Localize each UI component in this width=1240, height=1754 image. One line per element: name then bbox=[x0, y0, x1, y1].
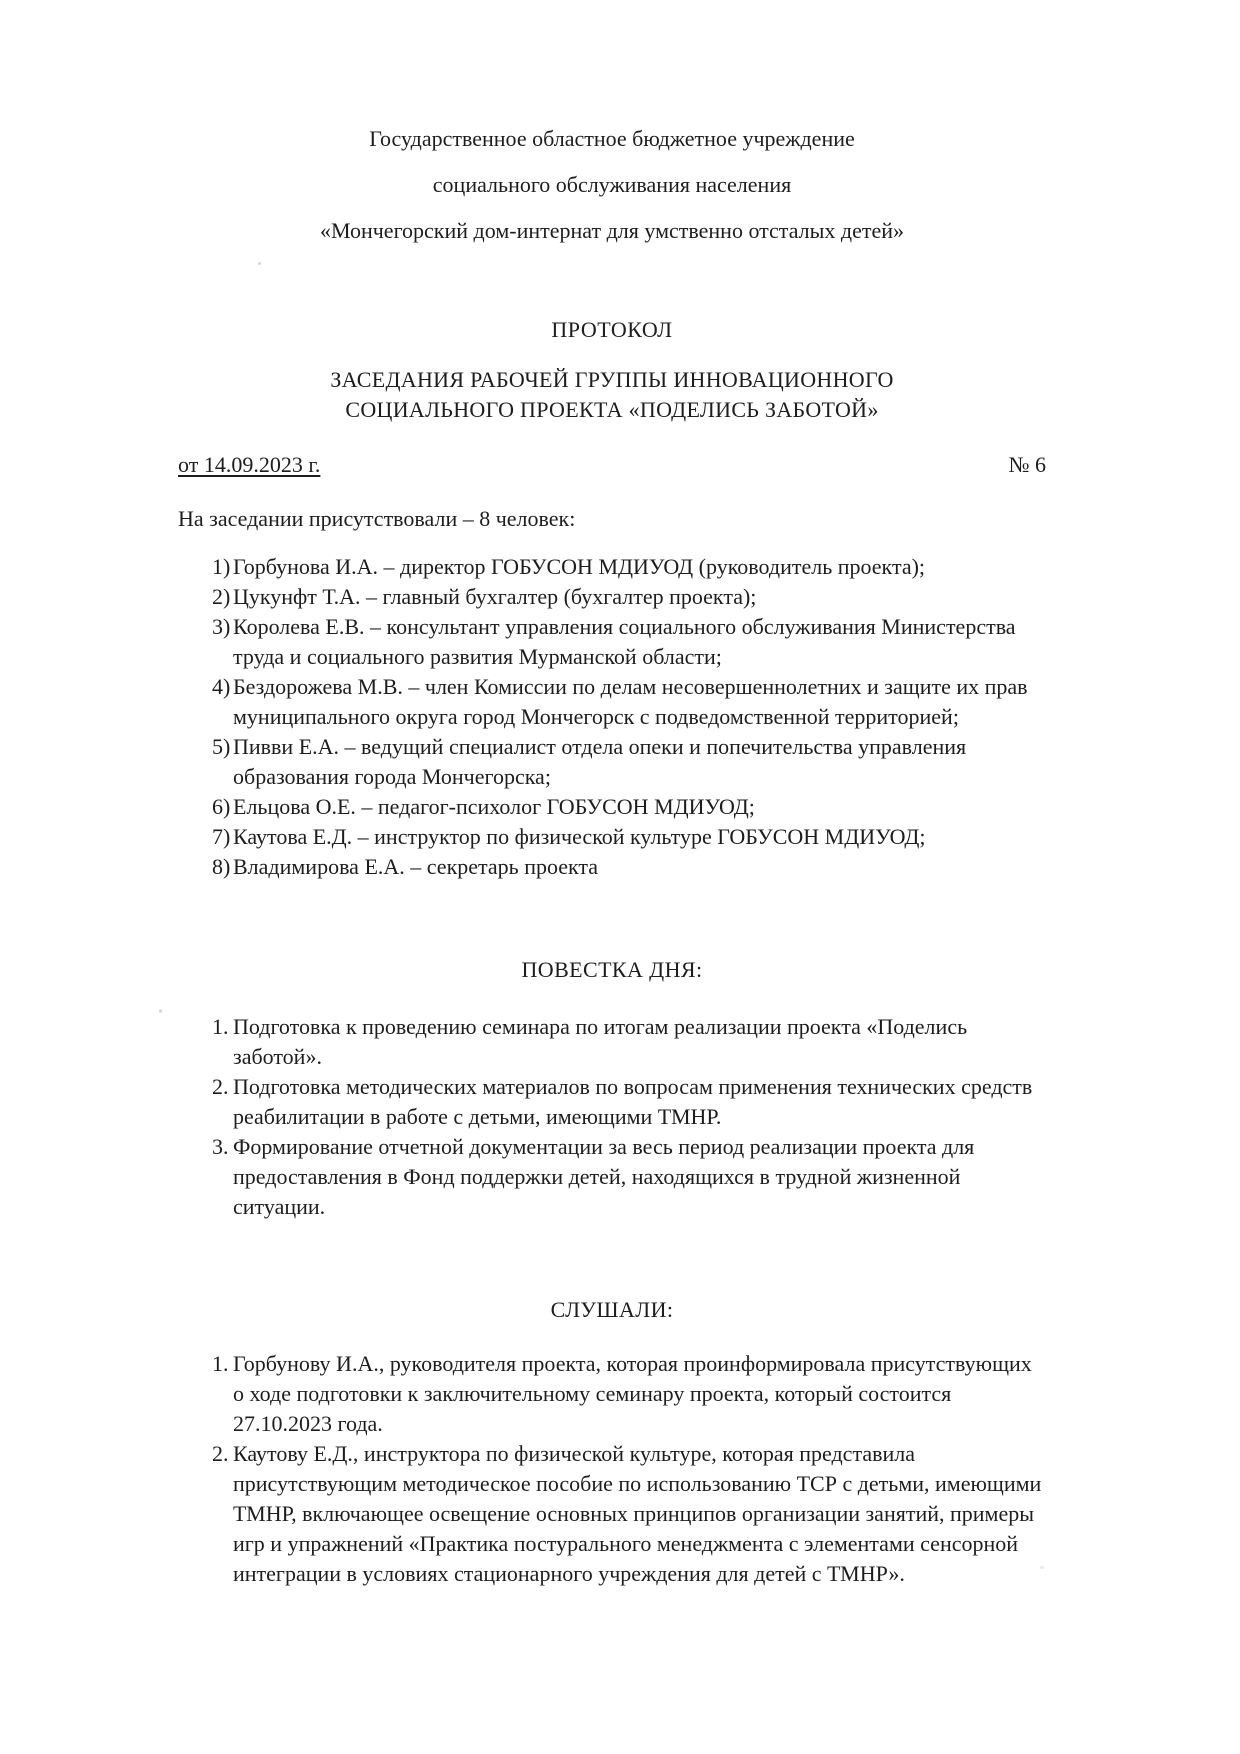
attendee-item bbox=[212, 582, 1046, 612]
organization-header bbox=[178, 116, 1046, 254]
agenda-item-number: 2. bbox=[212, 1074, 229, 1099]
attendee-item-number: 8) bbox=[212, 854, 231, 879]
document-subtitle-line: ЗАСЕДАНИЯ РАБОЧЕЙ ГРУППЫ ИННОВАЦИОННОГО bbox=[330, 367, 894, 392]
attendee-item-text: Бездорожева М.В. – член Комиссии по делам несовершеннолетних и защите их прав муниципального округа город Мончегорск с подведомственной территорией; bbox=[233, 674, 1028, 729]
agenda-item-text: Подготовка к проведению семинара по итогам реализации проекта «Поделись заботой». bbox=[233, 1014, 968, 1069]
agenda-item-text: Подготовка методических материалов по вопросам применения технических средств реабилитации в работе с детьми, имеющими ТМНР. bbox=[233, 1074, 1033, 1129]
agenda-heading: ПОВЕСТКА ДНЯ: bbox=[521, 957, 703, 982]
attendee-item-text: Владимирова Е.А. – секретарь проекта bbox=[233, 854, 599, 879]
scan-artifact bbox=[258, 262, 261, 265]
attendee-item-number: 3) bbox=[212, 614, 231, 639]
heard-heading: СЛУШАЛИ: bbox=[550, 1297, 674, 1322]
protocol-date: от 14.09.2023 г. bbox=[178, 452, 321, 477]
agenda-item bbox=[212, 1132, 1046, 1222]
attendee-item bbox=[212, 552, 1046, 582]
attendees-intro: На заседании присутствовали – 8 человек: bbox=[178, 506, 576, 531]
attendee-item bbox=[212, 792, 1046, 822]
organization-header-line: социального обслуживания населения bbox=[432, 172, 792, 197]
attendee-item-number: 5) bbox=[212, 734, 231, 759]
meta-row bbox=[178, 450, 1046, 480]
heard-list bbox=[178, 1349, 1046, 1589]
attendee-item bbox=[212, 672, 1046, 732]
agenda-item bbox=[212, 1072, 1046, 1132]
agenda-list bbox=[178, 1012, 1046, 1222]
attendee-item-number: 4) bbox=[212, 674, 231, 699]
agenda-item-number: 3. bbox=[212, 1134, 229, 1159]
attendee-item bbox=[212, 852, 1046, 882]
document-subtitle-line: СОЦИАЛЬНОГО ПРОЕКТА «ПОДЕЛИСЬ ЗАБОТОЙ» bbox=[345, 397, 879, 422]
heard-item-number: 2. bbox=[212, 1441, 229, 1466]
organization-header-line: Государственное областное бюджетное учреждение bbox=[369, 126, 855, 151]
attendee-item-text: Пивви Е.А. – ведущий специалист отдела опеки и попечительства управления образования города Мончегорска; bbox=[233, 734, 967, 789]
attendee-item-number: 7) bbox=[212, 824, 231, 849]
agenda-item bbox=[212, 1012, 1046, 1072]
document-title: ПРОТОКОЛ bbox=[551, 317, 673, 342]
agenda-item-number: 1. bbox=[212, 1014, 229, 1039]
attendee-item-number: 2) bbox=[212, 584, 231, 609]
attendee-item-text: Королева Е.В. – консультант управления социального обслуживания Министерства труда и социального развития Мурманской области; bbox=[233, 614, 1016, 669]
agenda-item-text: Формирование отчетной документации за весь период реализации проекта для предоставления в Фонд поддержки детей, находящихся в трудной жизненной ситуации. bbox=[233, 1134, 975, 1219]
heard-item bbox=[212, 1439, 1046, 1589]
scan-artifact bbox=[1040, 1566, 1044, 1569]
document-subtitle bbox=[178, 365, 1046, 425]
attendee-item-number: 6) bbox=[212, 794, 231, 819]
attendees-list bbox=[178, 552, 1046, 882]
protocol-number: № 6 bbox=[1008, 452, 1046, 477]
attendee-item bbox=[212, 732, 1046, 792]
attendee-item-text: Горбунова И.А. – директор ГОБУСОН МДИУОД (руководитель проекта); bbox=[233, 554, 926, 579]
attendee-item bbox=[212, 822, 1046, 852]
attendee-item-text: Цукунфт Т.А. – главный бухгалтер (бухгалтер проекта); bbox=[233, 584, 757, 609]
attendee-item-text: Ельцова О.Е. – педагог-психолог ГОБУСОН МДИУОД; bbox=[233, 794, 755, 819]
organization-header-line: «Мончегорский дом-интернат для умственно отсталых детей» bbox=[319, 218, 905, 243]
attendee-item-text: Каутова Е.Д. – инструктор по физической культуре ГОБУСОН МДИУОД; bbox=[233, 824, 926, 849]
scan-artifact bbox=[159, 1009, 162, 1013]
heard-item bbox=[212, 1349, 1046, 1439]
heard-item-number: 1. bbox=[212, 1351, 229, 1376]
heard-item-text: Горбунову И.А., руководителя проекта, которая проинформировала присутствующих о ходе подготовки к заключительному семинару проекта, который состоится 27.10.2023 года. bbox=[233, 1351, 1032, 1436]
heard-item-text: Каутову Е.Д., инструктора по физической культуре, которая представила присутствующим методическое пособие по использованию ТСР с детьми, имеющими ТМНР, включающее освещение основных принципов организации занятий, примеры игр и упражнений «Практика постурального менеджмента с элементами сенсорной интеграции в условиях стационарного учреждения для детей с ТМНР». bbox=[233, 1441, 1042, 1586]
attendee-item-number: 1) bbox=[212, 554, 231, 579]
attendee-item bbox=[212, 612, 1046, 672]
